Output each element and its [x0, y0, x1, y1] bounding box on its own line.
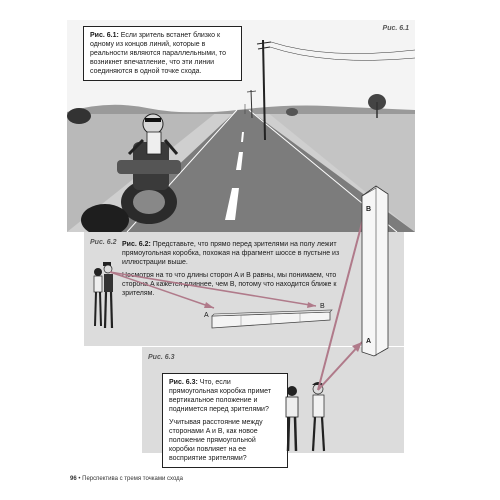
side-a-label: A	[204, 312, 209, 319]
caption-text: Что, если прямоугольная коробка примет вертикальное положение и поднимется перед зрителями?	[169, 379, 272, 413]
section-title: Перспектива с тремя точками схода	[82, 476, 183, 482]
caption-label: Рис. 6.1:	[90, 32, 119, 39]
caption-text: Представьте, что прямо перед зрителями на полу лежит прямоугольная коробка, похожая на фрагмент шоссе в пустыне из иллюстрации выше.	[122, 241, 340, 266]
page-footer	[70, 476, 183, 482]
caption-label: Рис. 6.2:	[122, 241, 151, 248]
caption-paragraph-2: Учитывая расстояние между сторонами A и B, как новое положение прямоугольной коробки повлияет на ее восприятие зрителями?	[169, 419, 263, 462]
side-b-label: B	[320, 303, 325, 310]
vertical-side-b-label: B	[366, 206, 372, 213]
page-number: 96	[70, 476, 77, 482]
caption-paragraph-2: Несмотря на то что длины сторон A и B равны, мы понимаем, что сторона A кажется длиннее, чем B, потому что находится ближе к зрителям.	[122, 272, 337, 297]
figure-tag: Рис. 6.2	[90, 239, 117, 246]
vertical-side-a-label: A	[366, 338, 372, 345]
caption-label: Рис. 6.3:	[169, 379, 198, 386]
figure-tag: Рис. 6.3	[148, 354, 175, 361]
caption-text: Если зритель встанет близко к одному из концов линий, которые в реальности являются параллельными, то возникнет впечатление, что эти линии соединяются в одной точке схода.	[90, 32, 226, 75]
figure-tag: Рис. 6.1	[382, 25, 409, 32]
footer-separator: •	[78, 476, 81, 482]
